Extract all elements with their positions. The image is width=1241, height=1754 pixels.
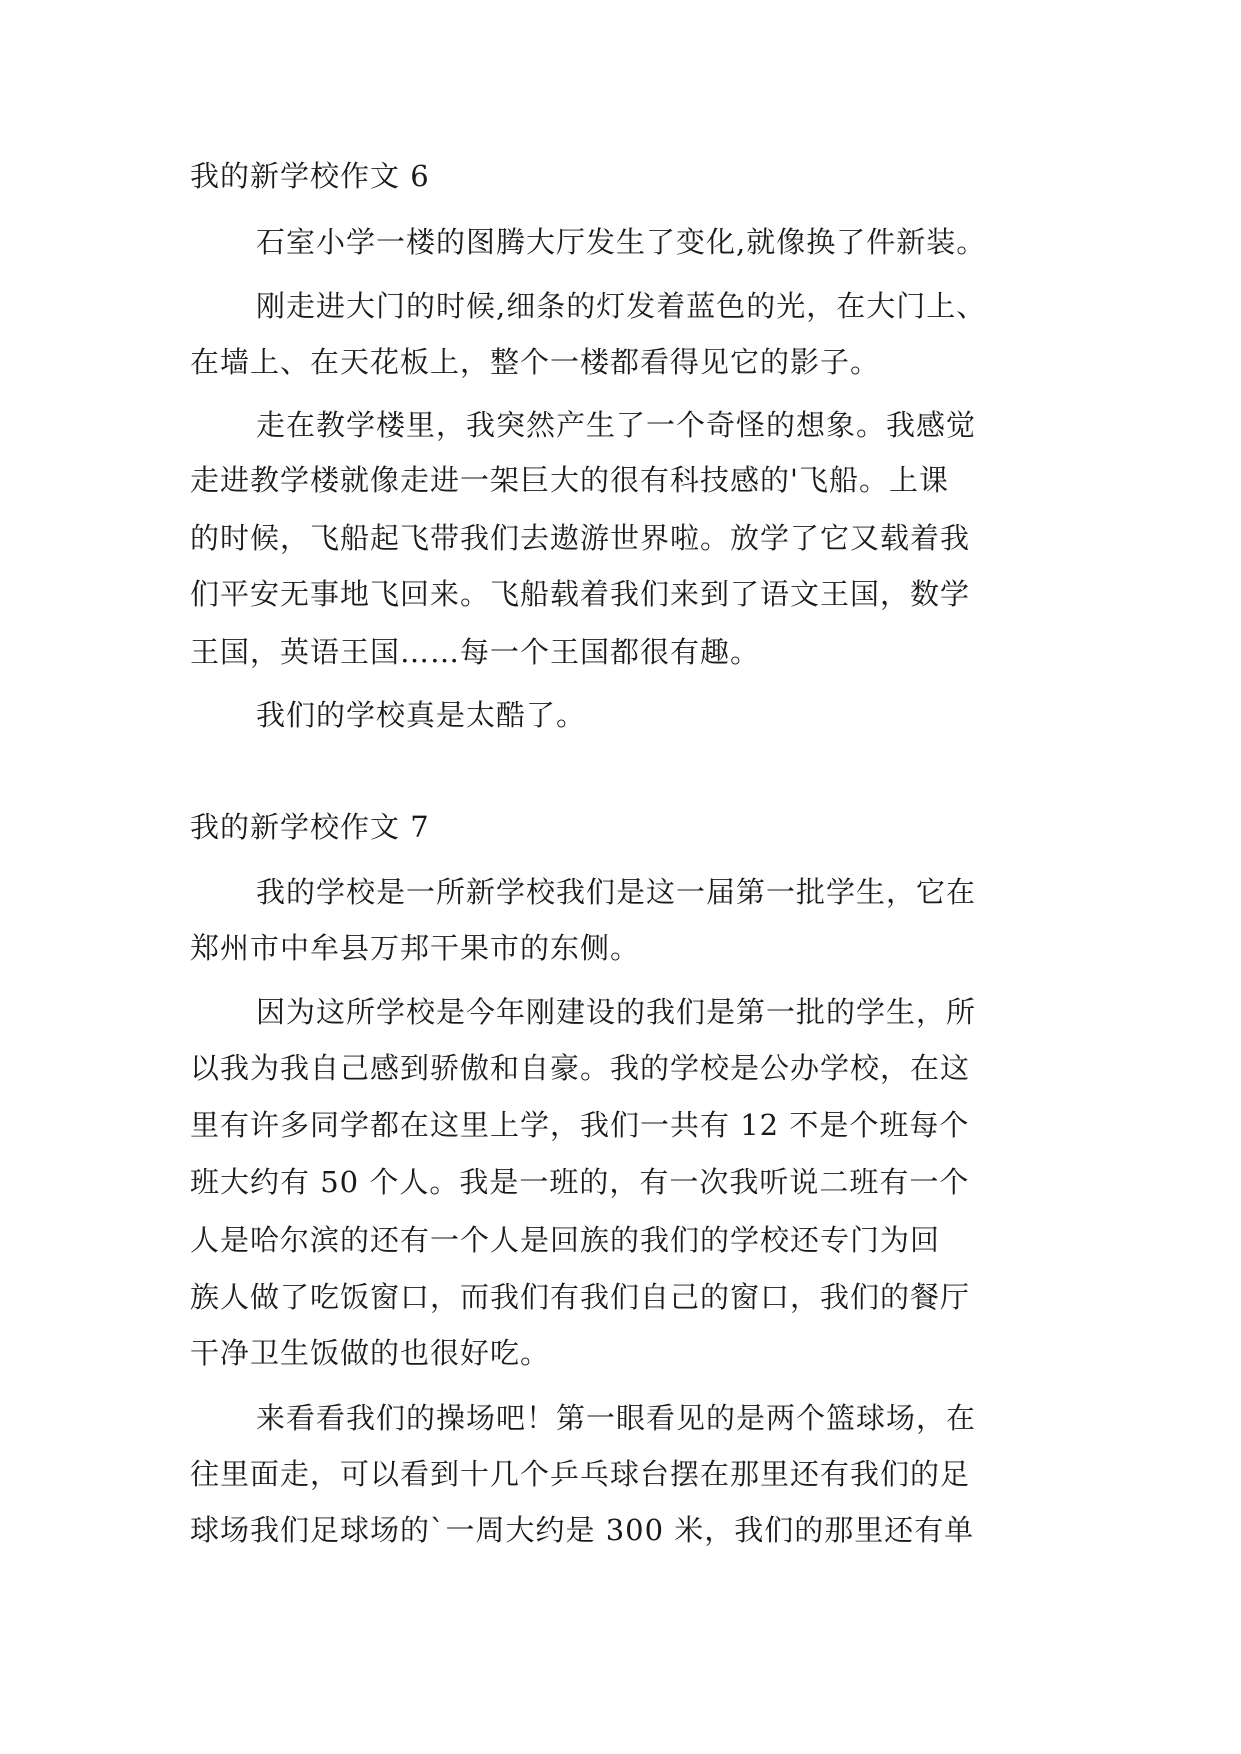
essay-7-paragraph-2-line-6: 族人做了吃饭窗口，而我们有我们自己的窗口，我们的餐厅: [190, 1280, 971, 1314]
essay-6-paragraph-1-line-1: 石室小学一楼的图腾大厅发生了变化,就像换了件新装。: [256, 225, 987, 259]
essay-7-paragraph-1-line-2: 郑州市中牟县万邦干果市的东侧。: [190, 931, 641, 965]
essay-7-paragraph-1-line-1: 我的学校是一所新学校我们是这一届第一批学生，它在: [256, 875, 977, 909]
essay-6-paragraph-3-line-3: 的时候，飞船起飞带我们去遨游世界啦。放学了它又载着我: [190, 521, 971, 555]
essay-6-paragraph-3-line-1: 走在教学楼里，我突然产生了一个奇怪的想象。我感觉: [256, 408, 977, 442]
essay-6-paragraph-4-line-1: 我们的学校真是太酷了。: [256, 698, 587, 732]
essay-7-title: 我的新学校作文 7: [190, 810, 430, 844]
essay-6-paragraph-2-line-2: 在墙上、在天花板上，整个一楼都看得见它的影子。: [190, 345, 881, 379]
essay-7-paragraph-2-line-5: 人是哈尔滨的还有一个人是回族的我们的学校还专门为回: [190, 1223, 941, 1257]
essay-7-paragraph-3-line-2: 往里面走，可以看到十几个乒乓球台摆在那里还有我们的足: [190, 1457, 971, 1491]
essay-7-paragraph-2-line-2: 以我为我自己感到骄傲和自豪。我的学校是公办学校，在这: [190, 1051, 971, 1085]
essay-7-paragraph-2-line-4: 班大约有 50 个人。我是一班的，有一次我听说二班有一个: [190, 1165, 970, 1199]
essay-7-paragraph-2-line-3: 里有许多同学都在这里上学，我们一共有 12 不是个班每个: [190, 1108, 970, 1142]
essay-6-paragraph-3-line-4: 们平安无事地飞回来。飞船载着我们来到了语文王国，数学: [190, 577, 971, 611]
essay-7-paragraph-3-line-1: 来看看我们的操场吧！第一眼看见的是两个篮球场，在: [256, 1401, 977, 1435]
essay-6-paragraph-3-line-2: 走进教学楼就像走进一架巨大的很有科技感的'飞船。上课: [190, 463, 949, 497]
essay-6-paragraph-3-line-5: 王国，英语王国……每一个王国都很有趣。: [190, 635, 761, 669]
essay-6-title: 我的新学校作文 6: [190, 159, 430, 193]
essay-6-paragraph-2-line-1: 刚走进大门的时候,细条的灯发着蓝色的光，在大门上、: [256, 289, 987, 323]
essay-7-paragraph-2-line-7: 干净卫生饭做的也很好吃。: [190, 1336, 551, 1370]
essay-7-paragraph-3-line-3: 球场我们足球场的`一周大约是 300 米，我们的那里还有单: [190, 1513, 975, 1547]
essay-7-paragraph-2-line-1: 因为这所学校是今年刚建设的我们是第一批的学生，所: [256, 995, 977, 1029]
